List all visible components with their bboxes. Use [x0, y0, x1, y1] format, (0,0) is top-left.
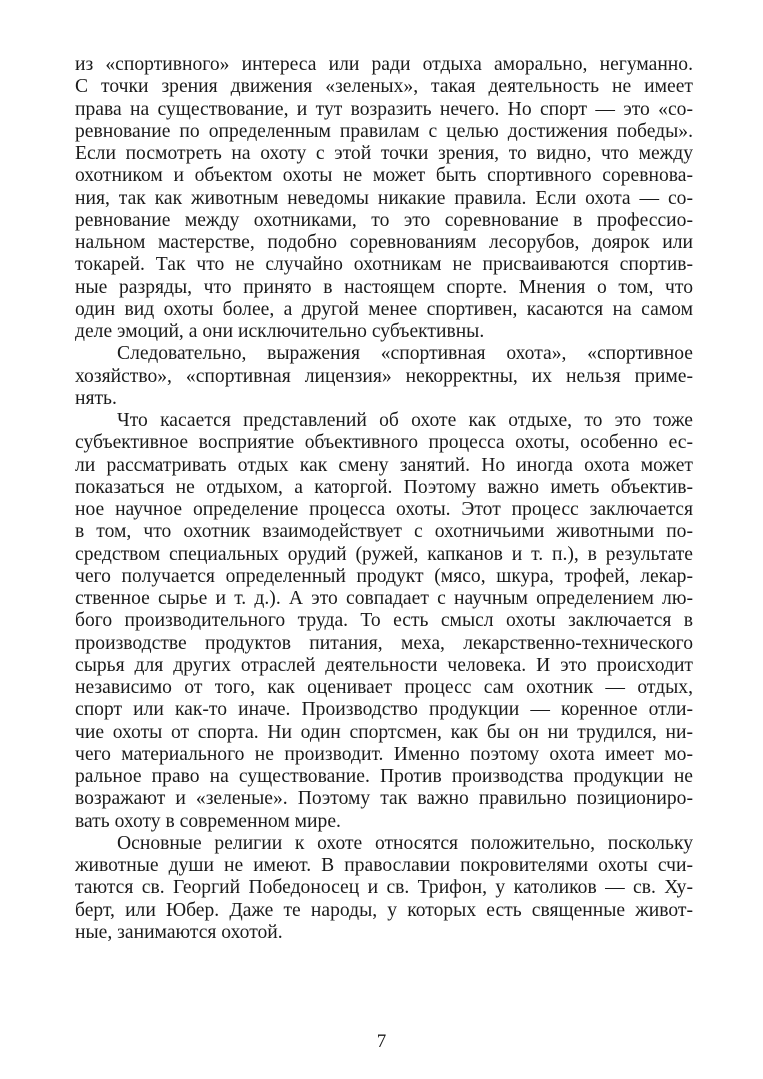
text-line: Что касается представлений об охоте как отдыхе, то это тоже — [117, 410, 693, 431]
text-line: хозяйство», «спортивная лицензия» некорректны, их нельзя приме- — [75, 365, 693, 387]
text-line: ственное сырье и т. д.). А это совпадает с научным определением лю- — [75, 588, 693, 609]
text-line: один вид охоты более, а другой менее спортивен, касаются на самом — [75, 298, 693, 320]
text-line: нять. — [75, 387, 117, 409]
text-line: нальном мастерстве, подобно соревнованиям лесорубов, доярок или — [75, 232, 693, 253]
text-line: из «спортивного» интереса или ради отдыха аморально, негуманно. — [75, 54, 693, 75]
text-line: С точки зрения движения «зеленых», такая деятельность не имеет — [75, 76, 693, 98]
text-line: ное научное определение процесса охоты. Этот процесс заключается — [75, 499, 693, 520]
text-line: спорт или как-то иначе. Производство продукции — коренное отли- — [75, 699, 693, 721]
text-line: возражают и «зеленые». Поэтому так важно правильно позициониро- — [75, 788, 693, 810]
text-line: таются св. Георгий Победоносец и св. Трифон, у католиков — св. Ху- — [75, 877, 693, 899]
text-line: производстве продуктов питания, меха, лекарственно-технического — [75, 632, 693, 654]
text-line: ния, так как животным неведомы никакие правила. Если охота — со- — [75, 187, 693, 209]
paragraph-4 — [75, 833, 693, 944]
text-line: средством специальных орудий (ружей, капканов и т. п.), в результате — [75, 543, 693, 565]
text-line: ревнование между охотниками, то это соревнование в профессио- — [75, 209, 693, 231]
paragraph-2 — [75, 343, 693, 410]
text-line: независимо от того, как оценивает процесс сам охотник — отдых, — [75, 677, 693, 698]
text-line: ли рассматривать отдых как смену занятий. Но иногда охота может — [75, 454, 693, 476]
text-line: субъективное восприятие объективного процесса охоты, особенно ес- — [75, 432, 693, 454]
text-line: чего материального не производит. Именно поэтому охота имеет мо- — [75, 743, 693, 765]
body-text — [75, 54, 693, 944]
text-line: Если посмотреть на охоту с этой точки зрения, то видно, что между — [75, 143, 693, 164]
text-line: вать охоту в современном мире. — [75, 810, 341, 832]
text-line: деле эмоций, а они исключительно субъективны. — [75, 321, 485, 342]
text-line: ревнование по определенным правилам с целью достижения победы». — [75, 120, 693, 142]
text-line: животные души не имеют. В православии покровителями охоты счи- — [75, 855, 693, 876]
text-line: в том, что охотник взаимодействует с охотничьими животными по- — [75, 521, 693, 543]
text-line: ральное право на существование. Против производства продукции не — [75, 766, 693, 787]
text-line: сырья для других отраслей деятельности человека. И это происходит — [75, 654, 693, 676]
text-line: охотником и объектом охоты не может быть спортивного соревнова- — [75, 165, 693, 187]
page-number: 7 — [376, 1031, 387, 1052]
text-line: ные разряды, что принято в настоящем спорте. Мнения о том, что — [75, 276, 693, 298]
text-line: показаться не отдыхом, а каторгой. Поэтому важно иметь объектив- — [75, 476, 693, 498]
paragraph-3 — [75, 410, 693, 833]
text-line: чие охоты от спорта. Ни один спортсмен, как бы он ни трудился, ни- — [75, 721, 693, 743]
text-line: права на существование, и тут возразить нечего. Но спорт — это «со- — [75, 98, 693, 120]
text-line: ные, занимаются охотой. — [75, 921, 283, 943]
text-line: Основные религии к охоте относятся положительно, поскольку — [117, 832, 693, 854]
text-line: чего получается определенный продукт (мясо, шкура, трофей, лекар- — [75, 565, 693, 587]
text-line: токарей. Так что не случайно охотникам не присваиваются спортив- — [75, 254, 693, 276]
text-line: бого производительного труда. То есть смысл охоты заключается в — [75, 610, 693, 632]
paragraph-1 — [75, 54, 693, 343]
text-line: Следовательно, выражения «спортивная охота», «спортивное — [117, 343, 693, 365]
text-line: берт, или Юбер. Даже те народы, у которых есть священные живот- — [75, 899, 693, 921]
